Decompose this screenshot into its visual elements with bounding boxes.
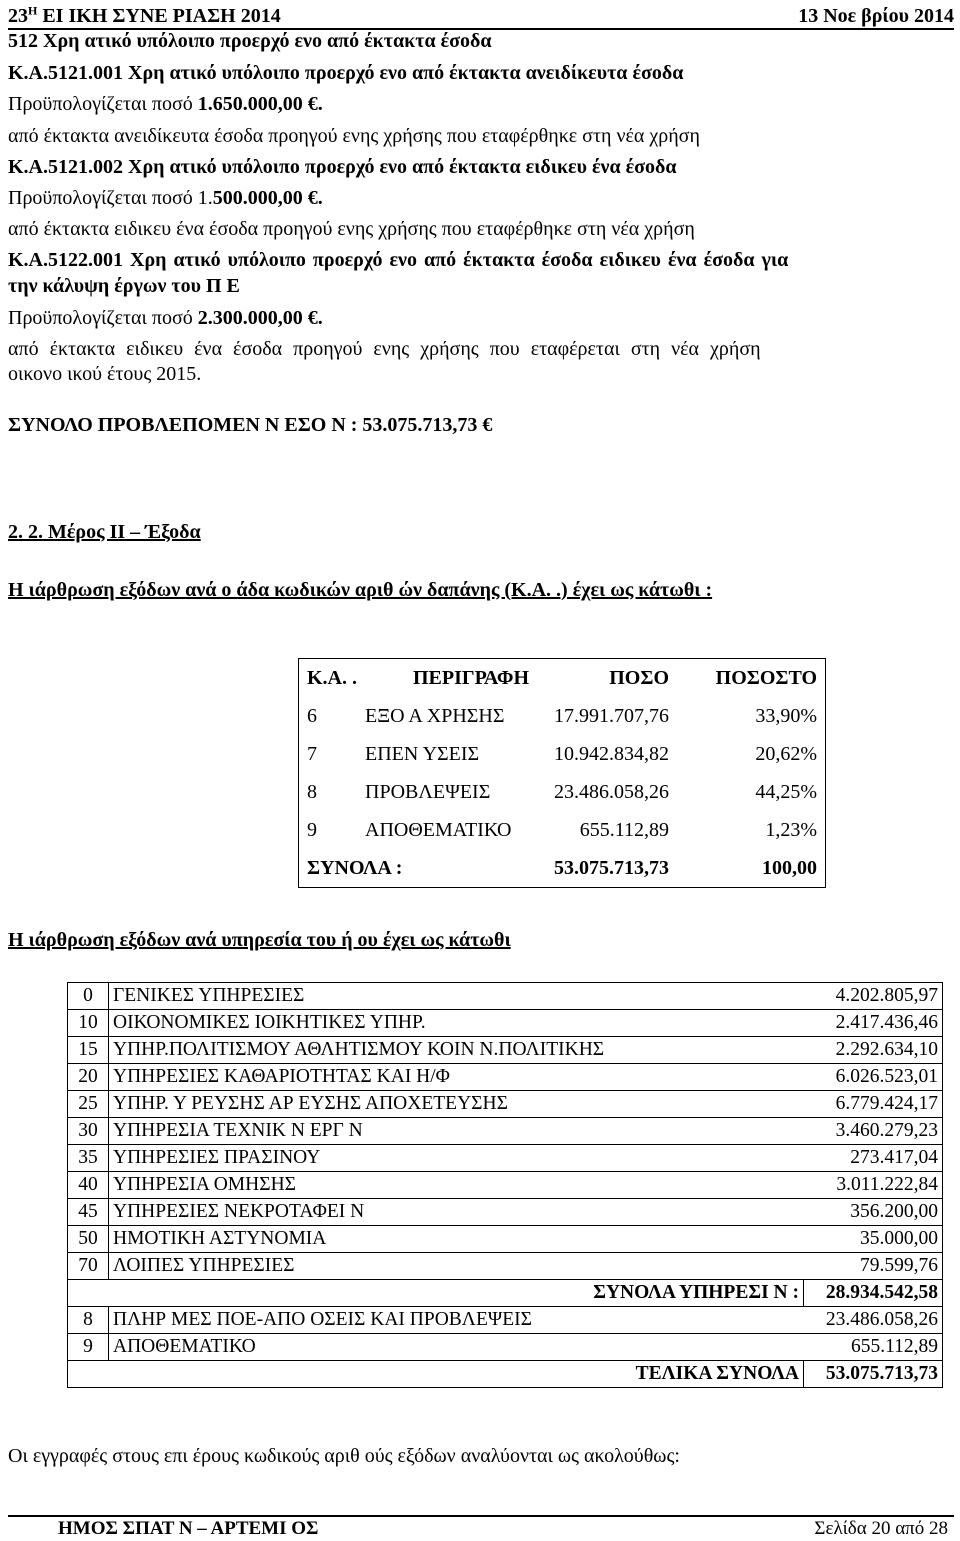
row-amount: 23.486.058,26	[804, 1307, 943, 1334]
row-percent: 33,90%	[673, 697, 826, 735]
row-description: ΑΠΟΘΕΜΑΤΙΚΟ	[365, 818, 512, 841]
row-description: ΗΜΟΤΙΚΗ ΑΣΤΥΝΟΜΙΑ	[109, 1226, 804, 1253]
section-heading-expenses: 2. 2. Μέρος ΙΙ – Έξοδα	[8, 521, 201, 543]
row-percent: 20,62%	[673, 735, 826, 773]
row-code: 7	[299, 735, 362, 773]
line-ka-5121-001: Κ.Α.5121.001 Χρη ατικό υπόλοιπο προερχό ενο από έκτακτα ανειδίκευτα έσοδα	[8, 62, 684, 84]
table-row	[68, 1334, 943, 1361]
line-amount-3: Προϋπολογίζεται ποσό 2.300.000,00 €.	[8, 307, 323, 329]
table-row	[68, 1118, 943, 1145]
line-desc-3: από έκτακτα ειδικευ ένα έσοδα προηγού ενης χρήσης που εταφέρεται στη νέα χρήση	[8, 338, 761, 360]
header-description: ΠΕΡΙΓΡΑΦΗ	[361, 659, 531, 698]
closing-text: Οι εγγραφές στους επι έρους κωδικούς αριθ ούς εξόδων αναλύονται ως ακολούθως:	[8, 1445, 680, 1467]
table-row	[68, 1172, 943, 1199]
table-row	[68, 1253, 943, 1280]
row-description: ΛΟΙΠΕΣ ΥΠΗΡΕΣΙΕΣ	[109, 1253, 804, 1280]
row-amount: 2.417.436,46	[804, 1010, 943, 1037]
row-description: ΥΠΗΡΕΣΙΕΣ ΚΑΘΑΡΙΟΤΗΤΑΣ ΚΑΙ Η/Φ	[109, 1064, 804, 1091]
row-description: ΥΠΗΡ. Υ ΡΕΥΣΗΣ ΑΡ ΕΥΣΗΣ ΑΠΟΧΕΤΕΥΣΗΣ	[109, 1091, 804, 1118]
row-description: ΕΠΕΝ ΥΣΕΙΣ	[365, 742, 480, 765]
kae-distribution-table	[298, 658, 826, 888]
row-description: ΥΠΗΡΕΣΙΑ ΟΜΗΣΗΣ	[109, 1172, 804, 1199]
row-code: 25	[68, 1091, 109, 1118]
row-code: 0	[68, 983, 109, 1010]
row-code: 70	[68, 1253, 109, 1280]
total-percent: 100,00	[673, 849, 826, 888]
row-amount: 655.112,89	[804, 1334, 943, 1361]
dist-heading-services: Η ιάρθρωση εξόδων ανά υπηρεσία του ή ου έχει ως κάτωθι	[8, 929, 511, 951]
table-row	[68, 1037, 943, 1064]
row-code: 8	[299, 773, 362, 811]
row-amount: 35.000,00	[804, 1226, 943, 1253]
row-description: ΓΕΝΙΚΕΣ ΥΠΗΡΕΣΙΕΣ	[109, 983, 804, 1010]
line-ka-5122-001-cont: την κάλυψη έργων του Π Ε	[8, 275, 240, 297]
total-revenue: ΣΥΝΟΛΟ ΠΡΟΒΛΕΠΟΜΕΝ Ν ΕΣΟ Ν : 53.075.713,73 €	[8, 414, 493, 436]
row-amount: 655.112,89	[579, 818, 669, 841]
row-description: ΠΛΗΡ ΜΕΣ ΠΟΕ-ΑΠΟ ΟΣΕΙΣ ΚΑΙ ΠΡΟΒΛΕΨΕΙΣ	[109, 1307, 804, 1334]
row-description: ΑΠΟΘΕΜΑΤΙΚΟ	[109, 1334, 804, 1361]
row-amount: 79.599,76	[804, 1253, 943, 1280]
table-row	[68, 1145, 943, 1172]
final-total-row	[68, 1361, 943, 1388]
row-code: 30	[68, 1118, 109, 1145]
dist-heading-kae: Η ιάρθρωση εξόδων ανά ο άδα κωδικών αριθ ών δαπάνης (Κ.Α. .) έχει ως κάτωθι :	[8, 579, 713, 601]
row-code: 9	[299, 811, 362, 849]
row-description: ΟΙΚΟΝΟΜΙΚΕΣ ΙΟΙΚΗΤΙΚΕΣ ΥΠΗΡ.	[109, 1010, 804, 1037]
line-desc-2: από έκτακτα ειδικευ ένα έσοδα προηγού ενης χρήσης που εταφέρθηκε στη νέα χρήση	[8, 218, 695, 240]
header-right: 13 Νοε βρίου 2014	[798, 5, 954, 27]
row-code: 8	[68, 1307, 109, 1334]
row-amount: 4.202.805,97	[804, 983, 943, 1010]
header-left: $23^H$ ΕΙ ΙΚΗ ΣΥΝΕ ΡΙΑΣΗ 2014	[8, 3, 281, 27]
row-code: 10	[68, 1010, 109, 1037]
subtotal-row	[68, 1280, 943, 1307]
row-description: ΥΠΗΡΕΣΙΕΣ ΠΡΑΣΙΝΟΥ	[109, 1145, 804, 1172]
subtotal-amount: 28.934.542,58	[804, 1280, 943, 1307]
row-code: 45	[68, 1199, 109, 1226]
row-description: ΕΞΟ Α ΧΡΗΣΗΣ	[365, 704, 505, 727]
heading-512: 512 Χρη ατικό υπόλοιπο προερχό ενο από έκτακτα έσοδα	[8, 30, 492, 52]
row-amount: 2.292.634,10	[804, 1037, 943, 1064]
row-amount: 17.991.707,76	[554, 704, 669, 727]
row-description: ΥΠΗΡΕΣΙΑ ΤΕΧΝΙΚ Ν ΕΡΓ Ν	[109, 1118, 804, 1145]
row-amount: 3.460.279,23	[804, 1118, 943, 1145]
row-amount: 6.779.424,17	[804, 1091, 943, 1118]
header-percent: ΠΟΣΟΣΤΟ	[673, 659, 826, 698]
line-ka-5121-002: Κ.Α.5121.002 Χρη ατικό υπόλοιπο προερχό ενο από έκτακτα ειδικευ ένα έσοδα	[8, 156, 677, 178]
row-code: 40	[68, 1172, 109, 1199]
line-amount-2: Προϋπολογίζεται ποσό 1.500.000,00 €.	[8, 187, 323, 209]
table-total-row	[299, 849, 826, 888]
total-label: ΣΥΝΟΛΑ :	[299, 849, 532, 888]
row-amount: 3.011.222,84	[804, 1172, 943, 1199]
table-row	[68, 1010, 943, 1037]
table-row	[299, 735, 826, 773]
row-code: 15	[68, 1037, 109, 1064]
footer-left: ΗΜΟΣ ΣΠΑΤ Ν – ΑΡΤΕΜΙ ΟΣ	[58, 1518, 319, 1539]
row-amount: 10.942.834,82	[554, 742, 669, 765]
final-total-amount: 53.075.713,73	[804, 1361, 943, 1388]
row-amount: 356.200,00	[804, 1199, 943, 1226]
header-amount: ΠΟΣΟ	[531, 659, 673, 698]
row-description: ΥΠΗΡ.ΠΟΛΙΤΙΣΜΟΥ ΑΘΛΗΤΙΣΜΟΥ ΚΟΙΝ Ν.ΠΟΛΙΤΙΚΗΣ	[109, 1037, 804, 1064]
row-description: ΥΠΗΡΕΣΙΕΣ ΝΕΚΡΟΤΑΦΕΙ Ν	[109, 1199, 804, 1226]
line-desc-1: από έκτακτα ανειδίκευτα έσοδα προηγού ενης χρήσης που εταφέρθηκε στη νέα χρήση	[8, 125, 700, 147]
table-row	[68, 1064, 943, 1091]
table-row	[68, 1199, 943, 1226]
line-ka-5122-001: Κ.Α.5122.001 Χρη ατικό υπόλοιπο προερχό ενο από έκτακτα έσοδα ειδικευ ένα έσοδα για	[8, 249, 789, 271]
row-description: ΠΡΟΒΛΕΨΕΙΣ	[365, 780, 491, 803]
table-row	[299, 773, 826, 811]
services-distribution-table	[67, 982, 943, 1388]
table-row	[68, 1307, 943, 1334]
table-row	[68, 1226, 943, 1253]
row-code: 35	[68, 1145, 109, 1172]
row-code: 6	[299, 697, 362, 735]
row-amount: 6.026.523,01	[804, 1064, 943, 1091]
final-total-label: ΤΕΛΙΚΑ ΣΥΝΟΛΑ	[68, 1361, 804, 1388]
row-code: 9	[68, 1334, 109, 1361]
table-row	[68, 1091, 943, 1118]
table-row	[299, 697, 826, 735]
table-row	[68, 983, 943, 1010]
table-row	[299, 811, 826, 849]
row-code: 20	[68, 1064, 109, 1091]
row-code: 50	[68, 1226, 109, 1253]
subtotal-label: ΣΥΝΟΛΑ ΥΠΗΡΕΣΙ Ν :	[68, 1280, 804, 1307]
header-ka: Κ.Α. .	[299, 659, 362, 698]
row-percent: 1,23%	[673, 811, 826, 849]
line-desc-3-cont: οικονο ικού έτους 2015.	[8, 363, 202, 385]
footer-right: Σελίδα 20 από 28	[814, 1518, 948, 1539]
row-percent: 44,25%	[673, 773, 826, 811]
table-header-row	[299, 659, 826, 698]
row-amount: 273.417,04	[804, 1145, 943, 1172]
row-amount: 23.486.058,26	[554, 780, 669, 803]
line-amount-1: Προϋπολογίζεται ποσό 1.650.000,00 €.	[8, 93, 323, 115]
total-amount: 53.075.713,73	[531, 849, 673, 888]
